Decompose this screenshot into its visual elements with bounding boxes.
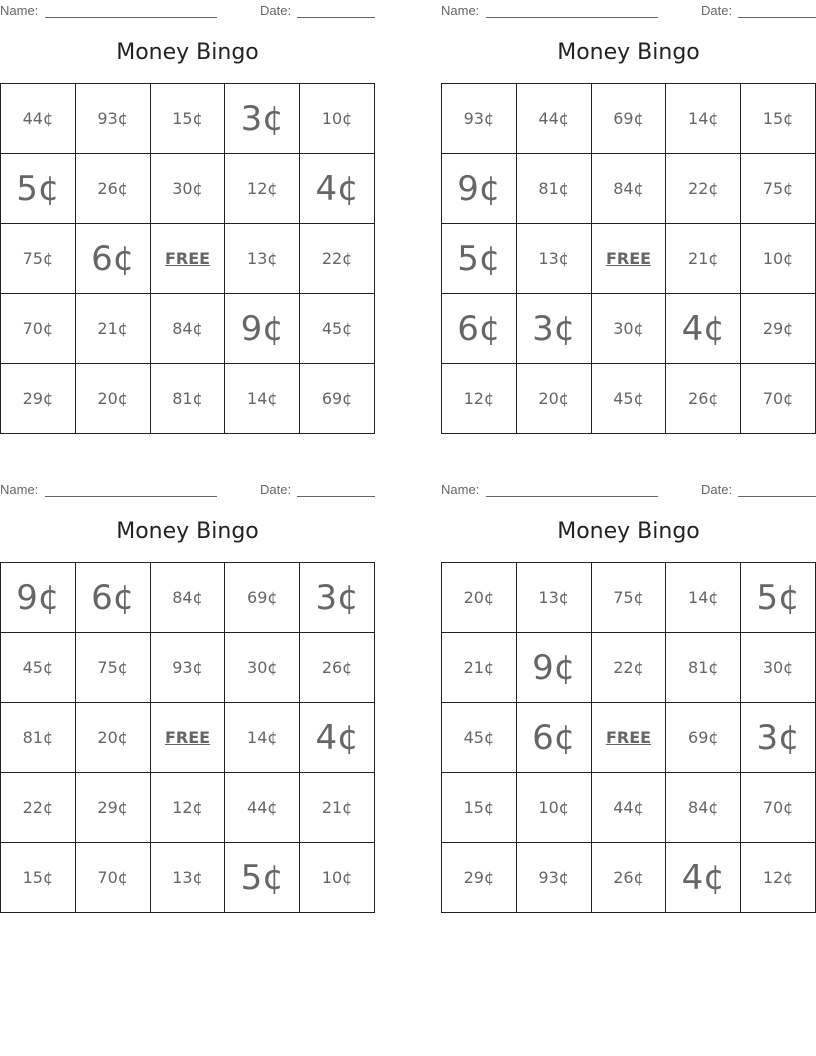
bingo-cell: 26¢: [300, 633, 375, 703]
bingo-cell: 44¢: [225, 773, 300, 843]
bingo-cell: 26¢: [666, 364, 741, 434]
bingo-cell: 12¢: [225, 154, 300, 224]
bingo-cell: 3¢: [300, 563, 375, 633]
bingo-cell: 20¢: [76, 364, 151, 434]
bingo-cell: 3¢: [517, 294, 592, 364]
bingo-card-2: [441, 0, 816, 408]
bingo-cell: 30¢: [225, 633, 300, 703]
bingo-cell: 70¢: [741, 773, 816, 843]
bingo-cell: 29¢: [741, 294, 816, 364]
bingo-cell: 84¢: [151, 563, 226, 633]
bingo-cell: 15¢: [1, 843, 76, 913]
card-title: Money Bingo: [116, 519, 259, 544]
bingo-card-4: [441, 479, 816, 898]
bingo-grid: [0, 562, 375, 913]
bingo-cell: 75¢: [741, 154, 816, 224]
name-line: [45, 17, 217, 18]
bingo-cell: 4¢: [300, 703, 375, 773]
bingo-cell: 6¢: [517, 703, 592, 773]
free-cell: FREE: [592, 703, 667, 773]
bingo-cell: 4¢: [666, 294, 741, 364]
bingo-cell: 26¢: [592, 843, 667, 913]
bingo-cell: 30¢: [592, 294, 667, 364]
bingo-cell: 15¢: [741, 84, 816, 154]
bingo-cell: 81¢: [666, 633, 741, 703]
bingo-cell: 70¢: [741, 364, 816, 434]
bingo-cell: 13¢: [225, 224, 300, 294]
bingo-cell: 22¢: [592, 633, 667, 703]
date-label: Date:: [260, 3, 292, 18]
bingo-cell: 12¢: [151, 773, 226, 843]
name-label: Name:: [0, 482, 39, 497]
date-line: [738, 17, 816, 18]
bingo-cell: 70¢: [1, 294, 76, 364]
free-cell: FREE: [151, 224, 226, 294]
bingo-cell: 9¢: [442, 154, 517, 224]
bingo-cell: 26¢: [76, 154, 151, 224]
bingo-cell: 10¢: [517, 773, 592, 843]
card-header: [0, 0, 375, 20]
card-header: [441, 0, 816, 20]
bingo-cell: 5¢: [442, 224, 517, 294]
date-label: Date:: [701, 3, 733, 18]
bingo-cell: 69¢: [225, 563, 300, 633]
bingo-cell: 14¢: [225, 703, 300, 773]
bingo-cell: 75¢: [76, 633, 151, 703]
bingo-card-3: [0, 479, 375, 898]
name-line: [486, 17, 658, 18]
bingo-cell: 93¢: [76, 84, 151, 154]
bingo-cell: 69¢: [592, 84, 667, 154]
bingo-cell: 29¢: [76, 773, 151, 843]
bingo-cell: 44¢: [592, 773, 667, 843]
bingo-cell: 45¢: [300, 294, 375, 364]
bingo-cell: 12¢: [741, 843, 816, 913]
bingo-cell: 84¢: [592, 154, 667, 224]
bingo-cell: 13¢: [517, 563, 592, 633]
bingo-cell: 14¢: [225, 364, 300, 434]
bingo-cell: 15¢: [151, 84, 226, 154]
bingo-cell: 45¢: [592, 364, 667, 434]
bingo-cell: 9¢: [1, 563, 76, 633]
bingo-cell: 13¢: [517, 224, 592, 294]
bingo-card-1: [0, 0, 375, 408]
bingo-cell: 81¢: [1, 703, 76, 773]
date-label: Date:: [260, 482, 292, 497]
bingo-cell: 5¢: [741, 563, 816, 633]
bingo-cell: 14¢: [666, 563, 741, 633]
bingo-cell: 81¢: [517, 154, 592, 224]
bingo-cell: 30¢: [151, 154, 226, 224]
bingo-cell: 9¢: [225, 294, 300, 364]
bingo-cell: 84¢: [151, 294, 226, 364]
card-header: [0, 479, 375, 499]
bingo-cell: 45¢: [442, 703, 517, 773]
card-header: [441, 479, 816, 499]
name-label: Name:: [0, 3, 39, 18]
date-line: [297, 17, 375, 18]
bingo-cell: 69¢: [300, 364, 375, 434]
bingo-cell: 45¢: [1, 633, 76, 703]
card-title: Money Bingo: [557, 40, 700, 65]
bingo-cell: 4¢: [300, 154, 375, 224]
bingo-cell: 30¢: [741, 633, 816, 703]
name-label: Name:: [441, 3, 480, 18]
bingo-cell: 70¢: [76, 843, 151, 913]
card-title: Money Bingo: [116, 40, 259, 65]
bingo-cell: 21¢: [76, 294, 151, 364]
bingo-cell: 75¢: [1, 224, 76, 294]
bingo-cell: 93¢: [151, 633, 226, 703]
bingo-cell: 4¢: [666, 843, 741, 913]
bingo-cell: 29¢: [1, 364, 76, 434]
bingo-cell: 84¢: [666, 773, 741, 843]
bingo-cell: 75¢: [592, 563, 667, 633]
bingo-cell: 5¢: [1, 154, 76, 224]
bingo-cell: 12¢: [442, 364, 517, 434]
bingo-cell: 6¢: [76, 224, 151, 294]
bingo-cell: 10¢: [741, 224, 816, 294]
bingo-cell: 20¢: [76, 703, 151, 773]
free-cell: FREE: [592, 224, 667, 294]
bingo-cell: 93¢: [442, 84, 517, 154]
date-line: [297, 496, 375, 497]
bingo-cell: 44¢: [517, 84, 592, 154]
card-title: Money Bingo: [557, 519, 700, 544]
bingo-cell: 3¢: [225, 84, 300, 154]
bingo-cell: 44¢: [1, 84, 76, 154]
bingo-grid: [441, 83, 816, 434]
bingo-cell: 20¢: [517, 364, 592, 434]
bingo-cell: 21¢: [442, 633, 517, 703]
bingo-cell: 15¢: [442, 773, 517, 843]
bingo-cell: 10¢: [300, 843, 375, 913]
bingo-cell: 21¢: [300, 773, 375, 843]
bingo-cell: 6¢: [442, 294, 517, 364]
bingo-cell: 6¢: [76, 563, 151, 633]
date-label: Date:: [701, 482, 733, 497]
bingo-cell: 69¢: [666, 703, 741, 773]
bingo-cell: 29¢: [442, 843, 517, 913]
free-cell: FREE: [151, 703, 226, 773]
bingo-cell: 20¢: [442, 563, 517, 633]
bingo-grid: [441, 562, 816, 913]
bingo-cell: 14¢: [666, 84, 741, 154]
name-line: [486, 496, 658, 497]
bingo-cell: 10¢: [300, 84, 375, 154]
bingo-cell: 5¢: [225, 843, 300, 913]
bingo-cell: 22¢: [666, 154, 741, 224]
date-line: [738, 496, 816, 497]
bingo-grid: [0, 83, 375, 434]
name-label: Name:: [441, 482, 480, 497]
name-line: [45, 496, 217, 497]
bingo-cell: 21¢: [666, 224, 741, 294]
bingo-cell: 9¢: [517, 633, 592, 703]
bingo-cell: 3¢: [741, 703, 816, 773]
bingo-cell: 81¢: [151, 364, 226, 434]
bingo-cell: 22¢: [300, 224, 375, 294]
bingo-cell: 22¢: [1, 773, 76, 843]
bingo-cell: 13¢: [151, 843, 226, 913]
bingo-cell: 93¢: [517, 843, 592, 913]
